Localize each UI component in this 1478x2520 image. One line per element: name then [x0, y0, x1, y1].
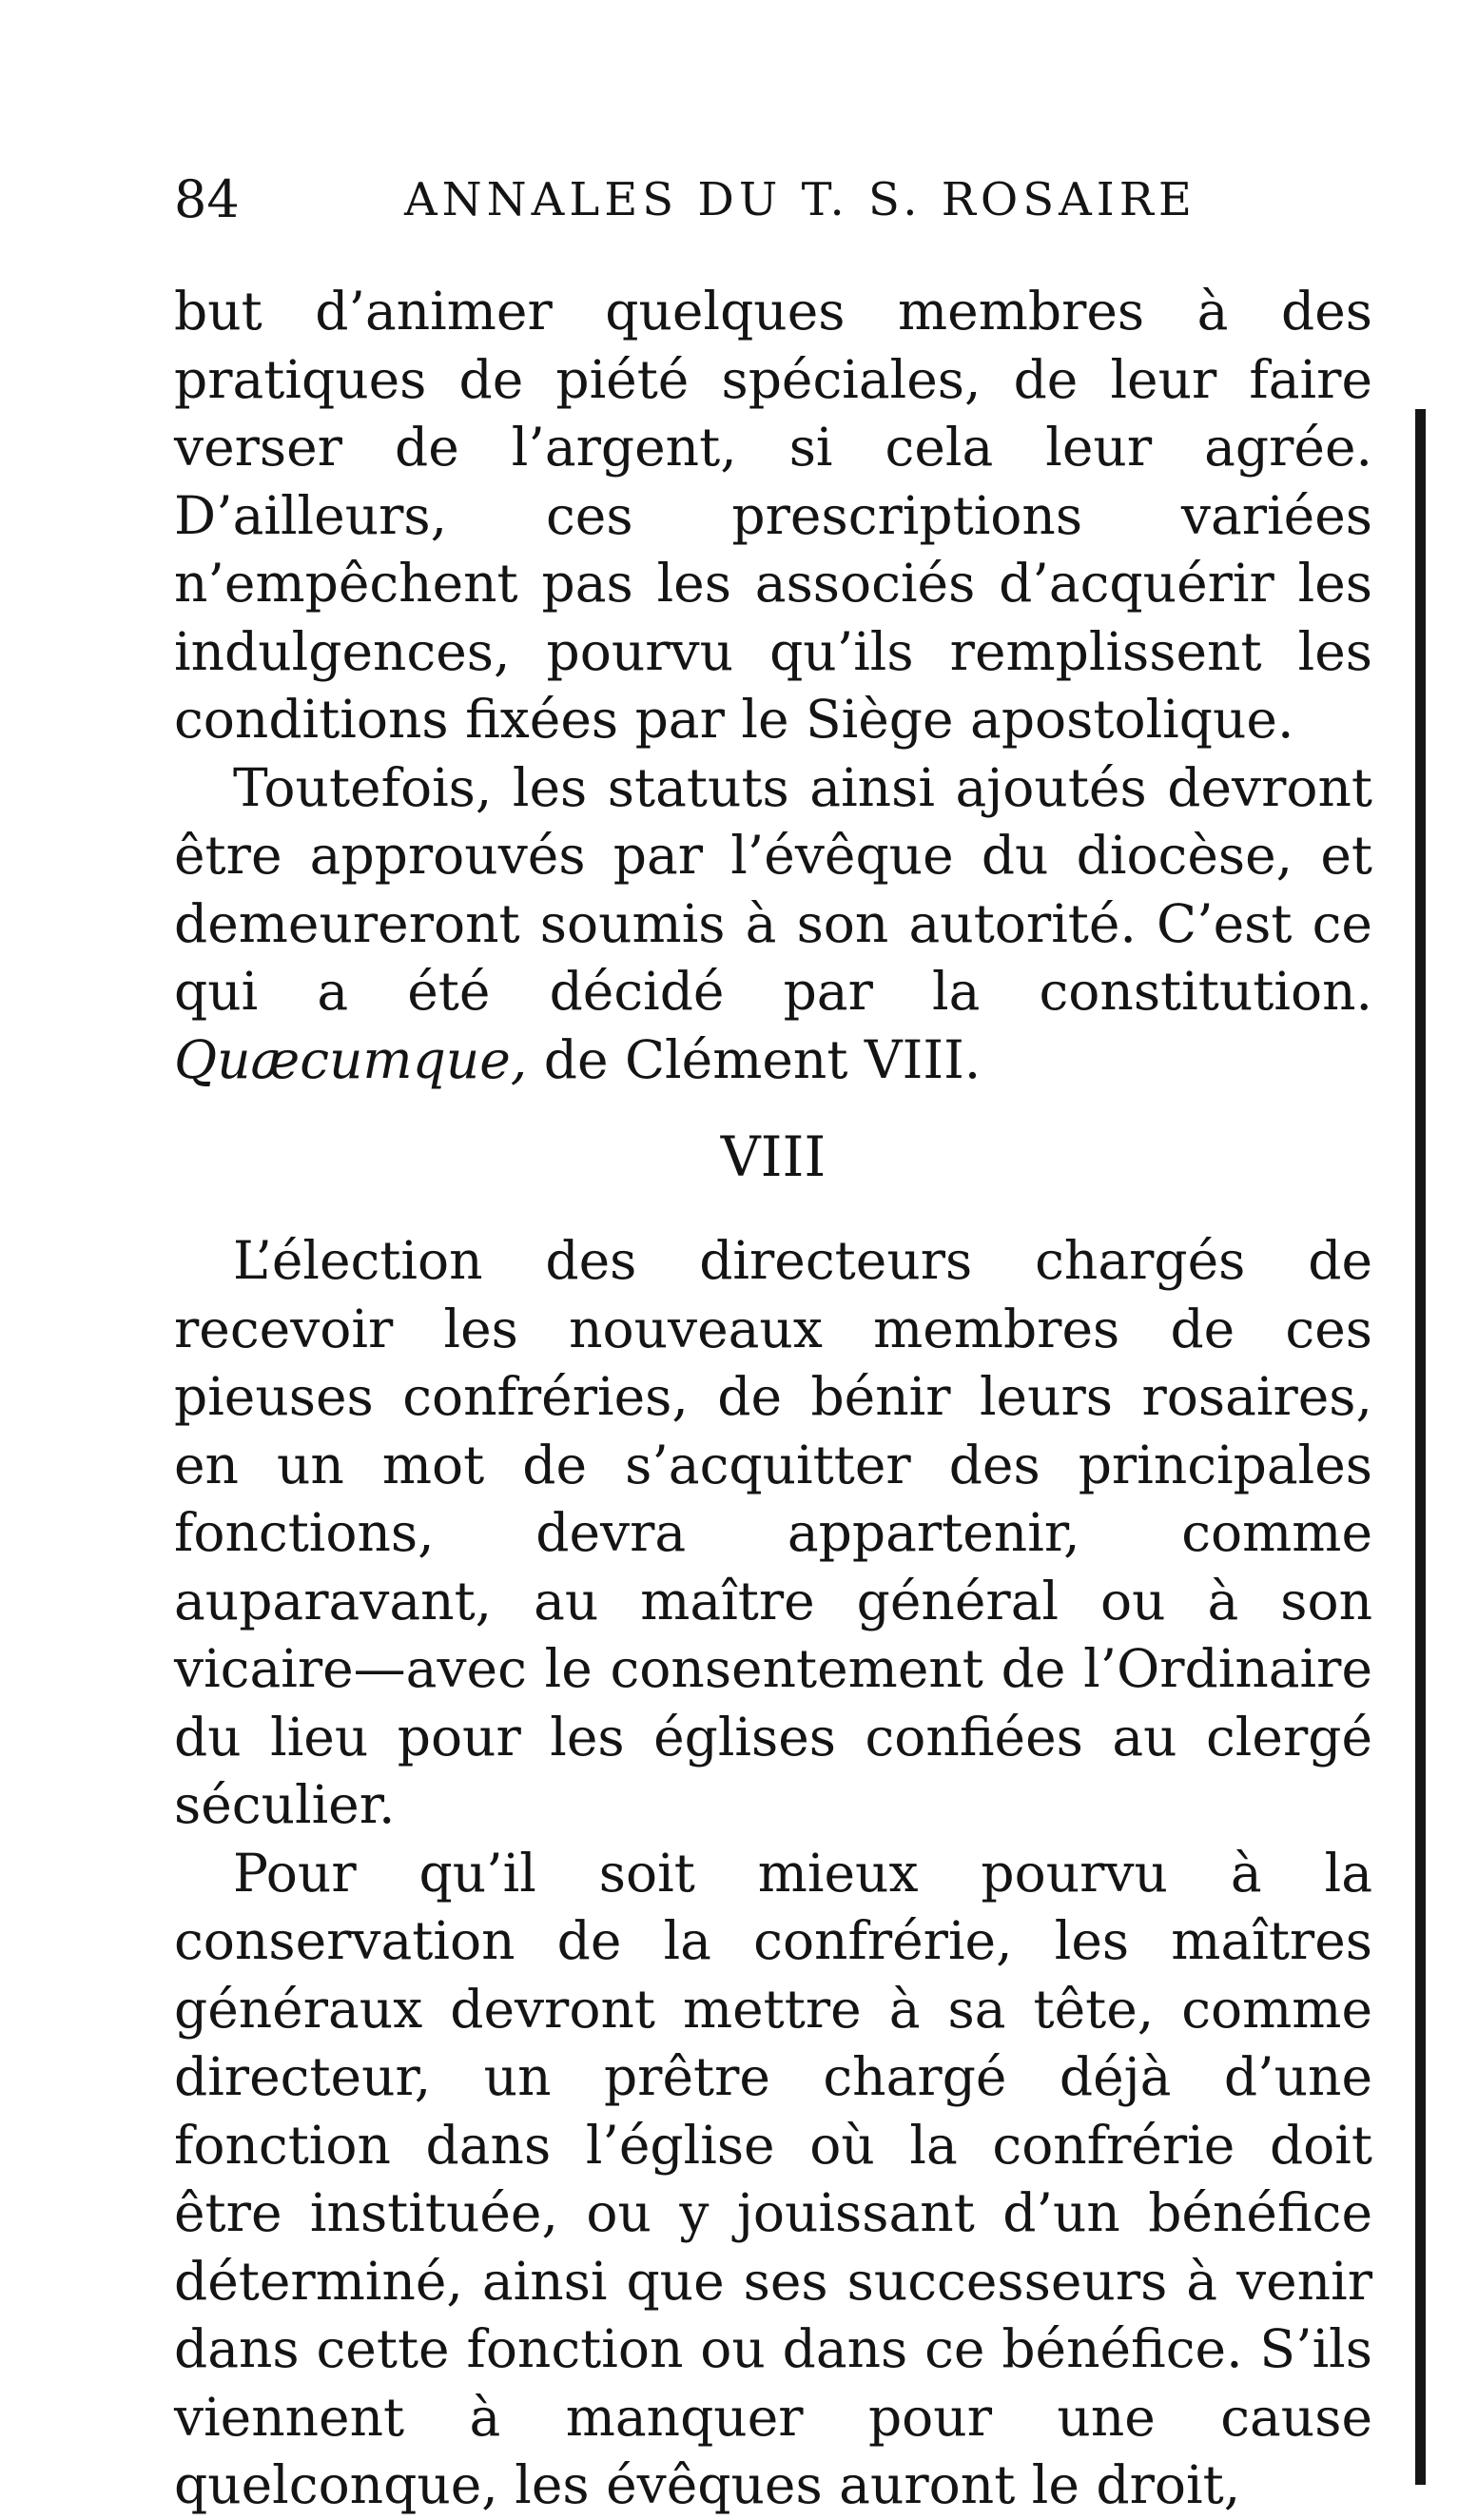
page-header	[174, 169, 1391, 230]
page-number: 84	[174, 169, 240, 229]
paragraph-statuts	[174, 754, 1372, 1095]
text-block-top	[174, 278, 1372, 1094]
section-heading: VIII	[720, 1124, 827, 1189]
paragraph-election: L’élection des directeurs chargés de recevoir les nouveaux membres de ces pieuses confréries, de bénir leurs rosaires, en un mot de s’acquitter des principales fonctions, devra appartenir, comme auparavant, au maître général ou à son vicaire—avec le consentement de l’Ordinaire du lieu pour les églises confiées au clergé séculier.	[174, 1230, 1372, 1835]
paragraph-conservation: Pour qu’il soit mieux pourvu à la conservation de la confrérie, les maîtres généraux devront mettre à sa tête, comme directeur, un prêtre chargé déjà d’une fonction dans l’église où la confrérie doit être instituée, ou y jouissant d’un bénéfice déterminé, ainsi que ses successeurs à venir dans cette fonction ou dans ce bénéfice. S’ils viennent à manquer pour une cause quelconque, les évêques auront le droit,	[174, 1842, 1372, 2515]
text-block-bottom	[174, 1227, 1372, 2520]
italic-title: Quæcumque,	[174, 1028, 528, 1090]
running-title: ANNALES DU T. S. ROSAIRE	[404, 173, 1196, 226]
paragraph-continuation: but d’animer quelques membres à des pratiques de piété spéciales, de leur faire verser de l’argent, si cela leur agrée. D’ailleurs, ces prescriptions variées n’empêchent pas les associés d’acquérir les indulgences, pourvu qu’ils remplissent les conditions fixées par le Siège apostolique.	[174, 281, 1372, 750]
paragraph-text: Toutefois, les statuts ainsi ajoutés devront être approuvés par l’évêque du diocèse, et demeureront soumis à son autorité. C’est ce qui a été décidé par la constitution.	[174, 756, 1372, 1022]
page-edge-shadow	[1415, 409, 1426, 2485]
paragraph-text-end: de Clément VIII.	[527, 1028, 982, 1090]
